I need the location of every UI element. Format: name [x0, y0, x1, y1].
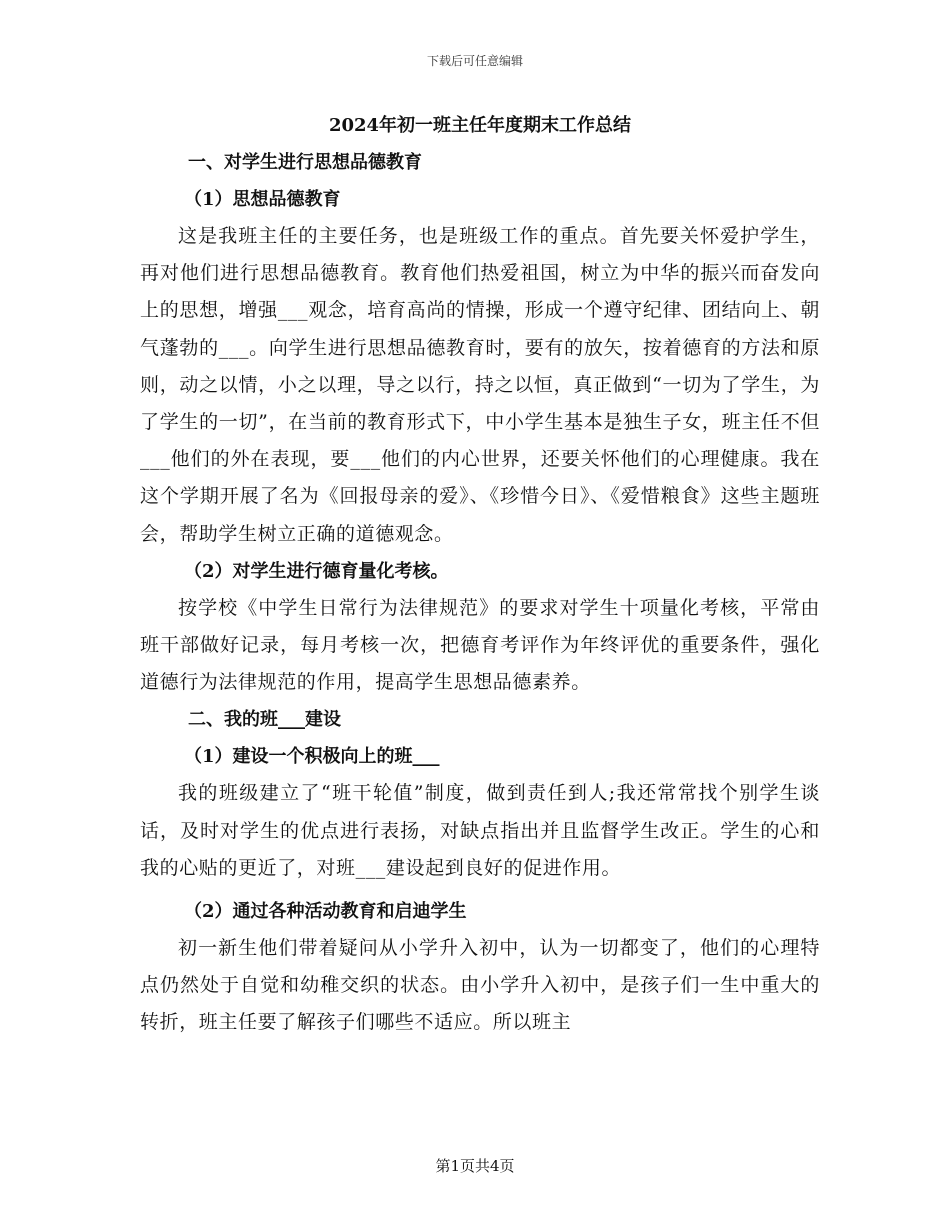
subsection-heading-1-1: （1）思想品德教育: [184, 189, 341, 210]
subsection-heading-2-1: （1）建设一个积极向上的班___: [184, 746, 440, 768]
paragraph-1-2: 按学校《中学生日常行为法律规范》的要求对学生十项量化考核，平常由班干部做好记录，每月考核一次，把德育考评作为年终评优的重要条件，强化道德行为法律规范的作用，提高学生思想品德素养。: [140, 596, 820, 694]
header-note: 下载后可任意编辑: [426, 54, 523, 68]
paragraph-1-1: 这是我班主任的主要任务，也是班级工作的重点。首先要关怀爱护学生，再对他们进行思想品德教育。教育他们热爱祖国，树立为中华的振兴而奋发向上的思想，增强___观念，培育高尚的情操，形成一个遵守纪律、团结向上、朝气蓬勃的___。向学生进行思想品德教育时，要有的放矢，按着德育的方法和原则，动之以情，小之以理，导之以行，持之以恒，真正做到“一切为了学生，为了学生的一切”，在当前的教育形式下，中小学生基本是独生子女，班主任不但___他们的外在表现，要___他们的内心世界，还要关怀他们的心理健康。我在这个学期开展了名为《回报母亲的爱》、《珍惜今日》、《爱惜粮食》这些主题班会，帮助学生树立正确的道德观念。: [140, 225, 820, 545]
page-footer: 第1页共4页: [435, 1157, 515, 1175]
document-title: 2024年初一班主任年度期末工作总结: [328, 115, 632, 136]
document-body: [140, 108, 820, 1042]
paragraph-2-2: 初一新生他们带着疑问从小学升入初中，认为一切都变了，他们的心理特点仍然处于自觉和幼稚交织的状态。由小学升入初中，是孩子们一生中重大的转折，班主任要了解孩子们哪些不适应。所以班主: [140, 937, 820, 1034]
subsection-heading-1-2: （2）对学生进行德育量化考核。: [184, 560, 449, 582]
section-heading-1: 一、对学生进行思想品德教育: [188, 152, 422, 173]
subsection-heading-2-2: （2）通过各种活动教育和启迪学生: [184, 901, 467, 923]
section-heading-2: 二、我的班___建设: [188, 709, 341, 731]
paragraph-2-1: 我的班级建立了“班干轮值”制度，做到责任到人;我还常常找个别学生谈话，及时对学生的优点进行表扬，对缺点指出并且监督学生改正。学生的心和我的心贴的更近了，对班___建设起到良好的促进作用。: [140, 782, 820, 879]
